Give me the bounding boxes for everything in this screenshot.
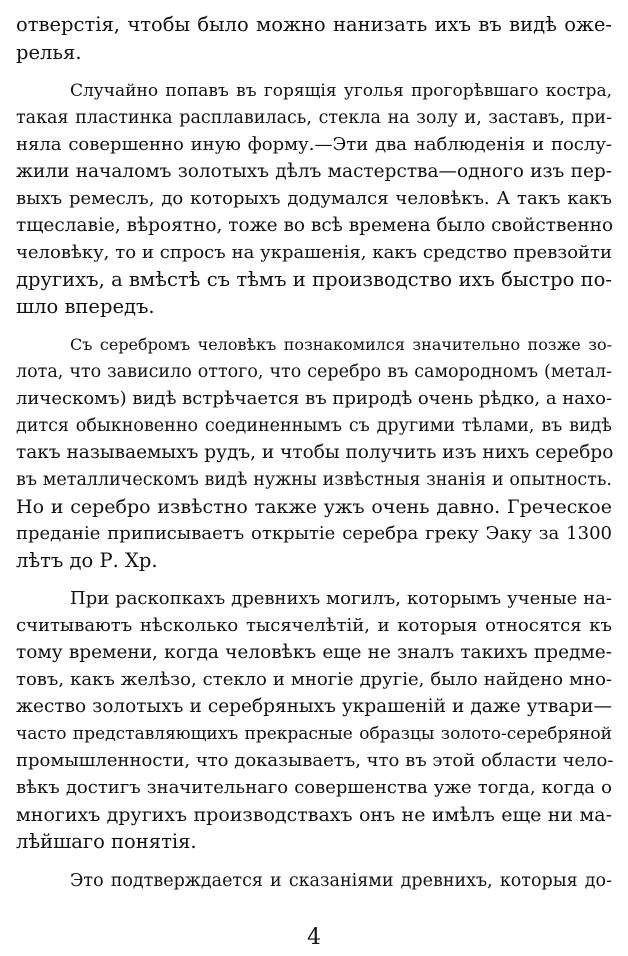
text-line: Это подтверждается и сказаніями древнихъ, которыя до- (70, 871, 612, 891)
text-line: тщеславіе, вѣроятно, тоже во всѣ времена было свойственно (16, 215, 614, 236)
text-line: часто представляющихъ прекрасные образцы золото-серебряной (16, 724, 612, 744)
text-line: жество золотыхъ и серебряныхъ украшеній и даже утвари— (16, 696, 612, 717)
text-line: такая пластинка расплавилась, стекла на золу и, заставъ, при- (16, 108, 612, 128)
text-line: тому времени, когда человѣкъ еще не зналъ такихъ предме- (16, 642, 612, 663)
text-line: промышленности, что доказываетъ, что въ этой области чело- (16, 750, 614, 771)
text-line: отверстія, чтобы было можно нанизать ихъ въ видѣ оже- (16, 13, 612, 36)
text-line: въ металлическомъ видѣ нужны извѣстныя знанія и опытность. (16, 470, 612, 490)
text-line: лѣйшаго понятія. (16, 830, 197, 853)
text-line: лѣтъ до Р. Хр. (16, 549, 158, 572)
text-line: такъ называемыхъ рудъ, и чтобы получить изъ нихъ серебро (16, 442, 614, 463)
text-line: считываютъ нѣсколько тысячелѣтій, и которыя относятся къ (16, 615, 612, 636)
text-line: выхъ ремеслъ, до которыхъ додумался человѣкъ. А такъ какъ (16, 188, 612, 209)
text-line: шло впередъ. (16, 295, 155, 318)
page-number: 4 (307, 925, 321, 950)
text-line: преданіе приписываетъ открытіе серебра греку Эаку за 1300 (16, 523, 612, 544)
text-line: няла совершенно иную форму.—Эти два наблюденія и послу- (16, 134, 612, 155)
text-line: человѣку, то и спросъ на украшенія, какъ средство превзойти (16, 242, 612, 263)
text-line: многихъ другихъ производствахъ онъ не имѣлъ еще ни ма- (16, 804, 612, 826)
text-line: Съ серебромъ человѣкъ познакомился значительно позже зо- (70, 335, 612, 354)
text-line: лота, что зависило оттого, что серебро въ самородномъ (метал- (16, 362, 612, 382)
text-line: другихъ, а вмѣстѣ съ тѣмъ и производство ихъ быстро по- (16, 268, 612, 291)
text-line: Но и серебро извѣстно также ужъ очень давно. Греческое (16, 496, 612, 518)
text-line: Случайно попавъ въ горящія уголья прогорѣвшаго костра, (70, 81, 612, 101)
text-line: жили началомъ золотыхъ дѣлъ мастерства—одного изъ пер- (16, 161, 612, 182)
text-line: релья. (16, 41, 82, 64)
text-line: лическомъ) видѣ встрѣчается въ природѣ очень рѣдко, а нахо- (16, 388, 613, 409)
text-line: вѣкъ достигъ значительнаго совершенства уже тогда, когда о (16, 777, 612, 798)
text-line: дится обыкновенно соединеннымъ съ другими тѣлами, въ видѣ (16, 416, 612, 436)
text-line: При раскопкахъ древнихъ могилъ, которымъ ученые на- (70, 588, 612, 609)
text-line: товъ, какъ желѣзо, стекло и многіе другіе, было найдено мно- (16, 669, 612, 690)
